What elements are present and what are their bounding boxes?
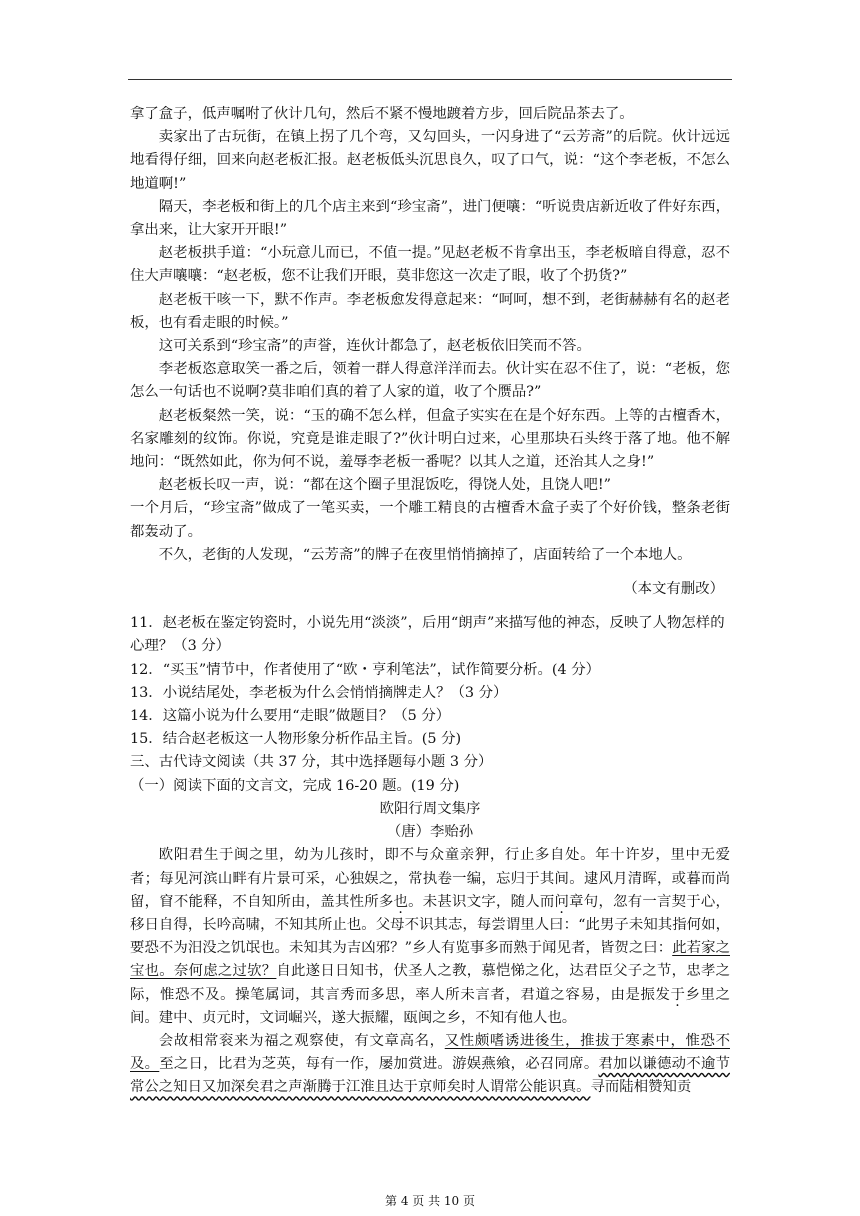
page-footer: 第 4 页 共 10 页 <box>385 1194 475 1208</box>
page-content <box>130 103 730 1100</box>
text-run: 于乡里之间。建中、贞元时，文词崛兴，遂大振耀，瓯闽之乡，不知有他人也。 <box>130 986 730 1026</box>
question-11: 11．赵老板在鉴定钧瓷时，小说先用“淡淡”，后用“朗声”来描写他的神态，反映了人物怎样的心理？（3 分） <box>130 615 725 655</box>
text-run: 自此遂日日知书，伏圣人之教，慕恺悌之化，达君臣父子之节，忠孝之际，惟恐不及。操笔属词，其言秀而多思，率人所未言者，君道之容易，由是振 <box>130 963 730 1003</box>
story-paragraph: 李老板恣意取笑一番之后，领着一群人得意洋洋而去。伙计实在忍不住了，说：“老板，您怎么一句话也不说啊?莫非咱们真的着了人家的道，收了个赝品?” <box>130 361 730 401</box>
classical-author: （唐）李贻孙 <box>386 824 474 841</box>
question-14: 14．这篇小说为什么要用“走眼”做题目？（5 分） <box>130 708 451 725</box>
classical-paragraph-1 <box>130 844 730 1030</box>
classical-paragraph-2 <box>130 1030 730 1100</box>
text-run: 也。未甚识文字，随人 <box>393 893 540 910</box>
story-paragraph: 赵老板长叹一声，说：“都在这个圈子里混饭吃，得饶人处，且饶人吧!” <box>158 477 612 494</box>
classical-title: 欧阳行周文集序 <box>379 800 481 817</box>
emphasis-dot-char: 发 <box>655 986 671 1003</box>
question-12: 12．“买玉”情节中，作者使用了“欧・亨利笔法”，试作简要分析。(4 分） <box>130 661 601 678</box>
text-run: 问章句，忽有一言契于心，移日自得，长吟高啸，不知其所止也。父母不识其志，每尝谓里人曰：“此男子未知其指何如，要恐不为汨没之饥氓也。未知其为吉凶邪？”乡人有览事多而熟于闻见者，皆贺之曰： <box>130 893 730 957</box>
story-paragraph: 卖家出了古玩街，在镇上拐了几个弯，又勾回头，一闪身进了“云芳斋”的后院。伙计远远地看得仔细，回来向赵老板汇报。赵老板低头沉思良久，叹了口气，说：“这个李老板，不怎么地道啊!” <box>130 129 730 192</box>
section-heading: 三、古代诗文阅读（共 37 分，其中选择题每小题 3 分） <box>130 754 493 771</box>
subsection-instruction: （一）阅读下面的文言文，完成 16-20 题。(19 分) <box>130 777 460 794</box>
underlined-sentence: 此若家之宝也。奈何虑之过欤？ <box>130 940 730 980</box>
header-rule <box>128 79 732 80</box>
text-run: 欧阳君生于闽之里，幼为儿孩时，即不与众童亲狎，行止多自处。年十许岁，里中无爱者；每见河滨山畔有片景可采，心独娱之，常执卷一编，忘归于其间。逮风月清晖，或暮而尚留，窅不能释，不自知所由，盖其性所 <box>130 847 730 910</box>
question-13: 13．小说结尾处，李老板为什么会悄悄摘牌走人？（3 分） <box>130 684 508 701</box>
story-paragraph: 拿了盒子，低声嘱咐了伙计几句，然后不紧不慢地踱着方步，回后院品茶去了。 <box>130 106 634 122</box>
question-15: 15．结合赵老板这一人物形象分析作品主旨。(5 分) <box>130 731 462 748</box>
underlined-sentence: 又性颇嗜诱进後生，推拔于寒素中，惟恐不及。 <box>130 1032 730 1073</box>
story-paragraph: 隔天，李老板和街上的几个店主来到“珍宝斋”，进门便嚷：“听说贵店新近收了件好东西，拿出来，让大家开开眼!” <box>130 198 730 239</box>
story-paragraph: 赵老板干咳一下，默不作声。李老板愈发得意起来：“呵呵，想不到，老街赫赫有名的赵老板，也有看走眼的时候。” <box>130 291 730 331</box>
wavy-underlined-passage: 君加以谦德动不逾节常公之知日又加深矣君之声渐腾于江淮且达于京师矣时人谓常公能识真。 <box>130 1056 730 1096</box>
text-run: 寻而陆相赞知贡 <box>590 1079 692 1096</box>
story-paragraph: 赵老板拱手道：“小玩意儿而已，不值一提。”见赵老板不肯拿出玉，李老板暗自得意，忍不住大声嚷嚷：“赵老板，您不让我们开眼，莫非您这一次走了眼，收了个扔货?” <box>130 245 730 285</box>
story-paragraph: 赵老板粲然一笑，说：“玉的确不怎么样，但盒子实实在在是个好东西。上等的古檀香木，名家雕刻的纹饰。你说，究竟是谁走眼了?”伙计明白过来，心里那块石头终于落了地。他不解地问：“既然如此，你为何不说，羞辱李老板一番呢？以其人之道，还治其人之身!” <box>130 407 730 471</box>
emphasis-dot-char: 多 <box>378 893 394 910</box>
revision-note: （本文有删改） <box>623 581 724 598</box>
emphasis-dot-char: 而 <box>539 893 555 910</box>
story-paragraph: 这可关系到“珍宝斋”的声誉，连伙计都急了，赵老板依旧笑而不答。 <box>158 338 591 355</box>
story-paragraph: 不久，老街的人发现，“云芳斋”的牌子在夜里悄悄摘掉了，店面转给了一个本地人。 <box>158 546 692 563</box>
text-run: 会故相常衮来为福之观察使，有文章高名， <box>158 1032 445 1049</box>
text-run: 至之日，比君为芝英，每有一作，屡加赏进。游娱燕飨，必召同席。 <box>159 1056 599 1073</box>
story-paragraph: 一个月后，“珍宝斋”做成了一笔买卖，一个雕工精良的古檀香木盒子卖了个好价钱，整条老街都轰动了。 <box>130 500 730 540</box>
